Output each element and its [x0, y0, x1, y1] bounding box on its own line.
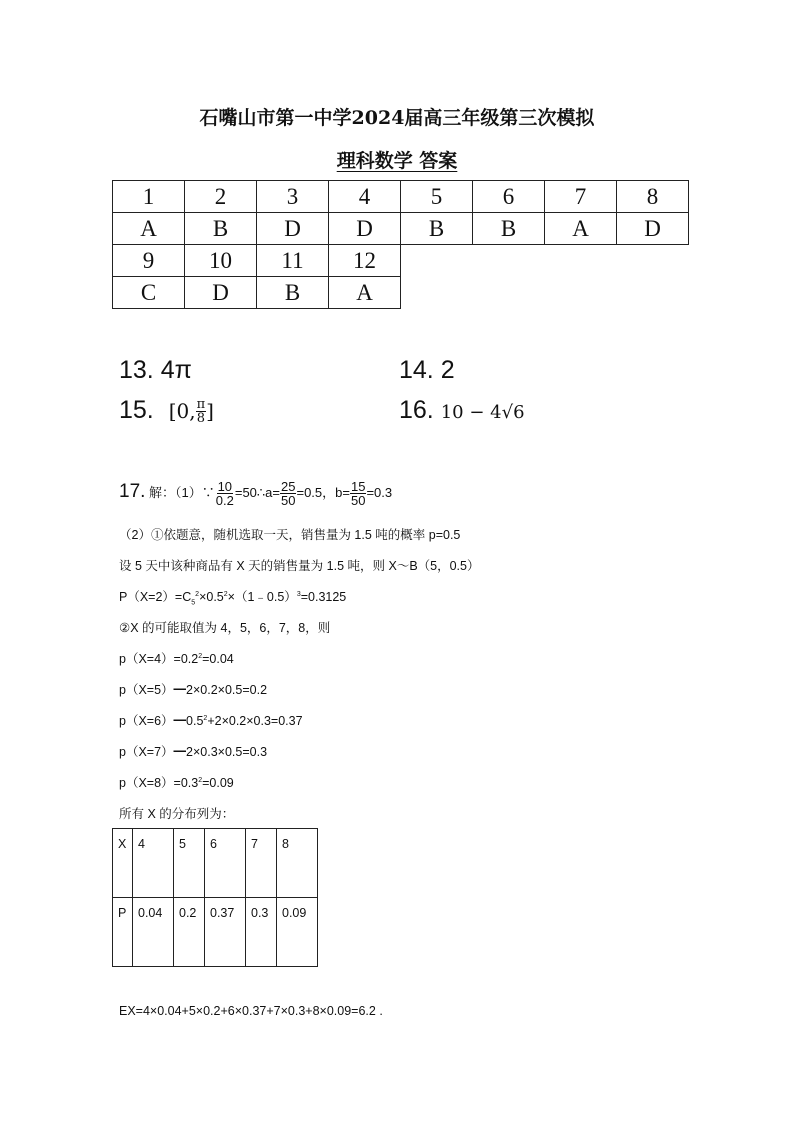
solution-line: 设 5 天中该种商品有 X 天的销售量为 1.5 吨，则 X～B（5，0.5）: [119, 559, 480, 573]
text-segment: =0.04: [202, 652, 234, 666]
text-segment: ×（1﹣0.5）: [227, 590, 297, 604]
superscript: 2: [198, 652, 203, 660]
empty-cell: [617, 245, 689, 277]
solution-line: [119, 587, 346, 607]
solution-line: p（X=7）━2×0.3×0.5=0.3: [119, 745, 268, 759]
answer-letter: C: [113, 277, 185, 309]
answer-15-fraction: [196, 398, 207, 425]
fraction-denominator: 0.2: [215, 493, 234, 508]
empty-cell: [545, 277, 617, 309]
q17-part1-end: =0.3: [366, 484, 393, 500]
question-number: 6: [473, 181, 545, 213]
answer-15: [119, 396, 214, 425]
empty-cell: [401, 277, 473, 309]
question-number: 12: [329, 245, 401, 277]
answer-15-label: 15.: [119, 396, 154, 424]
answer-number-row: [113, 181, 689, 213]
answer-letter: B: [185, 213, 257, 245]
answer-letter: D: [617, 213, 689, 245]
text-segment: p（X=6）━0.5: [119, 714, 204, 728]
solution-line: （2）①依题意，随机选取一天，销售量为 1.5 吨的概率 p=0.5: [119, 528, 461, 542]
table-cell: 6: [205, 829, 246, 898]
distribution-x-row: [113, 829, 318, 898]
table-cell: 5: [174, 829, 205, 898]
answer-letter: D: [257, 213, 329, 245]
answer-number-row: [113, 245, 689, 277]
superscript: 2: [195, 590, 200, 598]
q17-part1: [119, 480, 392, 507]
choice-answer-table: [112, 180, 689, 309]
answer-13: 13. 4π: [119, 356, 192, 384]
empty-cell: [617, 277, 689, 309]
answer-letter: B: [401, 213, 473, 245]
fraction-numerator: π: [196, 396, 206, 412]
table-cell: 7: [246, 829, 277, 898]
question-number: 9: [113, 245, 185, 277]
q17-part1-mid2: =0.5，b=: [296, 484, 350, 500]
text-segment: ×0.5: [199, 590, 224, 604]
fraction-3: [350, 480, 366, 507]
fraction-numerator: 15: [350, 479, 366, 494]
question-number: 3: [257, 181, 329, 213]
table-cell: 0.2: [174, 898, 205, 967]
question-number: 11: [257, 245, 329, 277]
table-cell: 0.09: [277, 898, 318, 967]
solution-line: 所有 X 的分布列为：: [119, 807, 235, 821]
question-number: 7: [545, 181, 617, 213]
empty-cell: [545, 245, 617, 277]
document-subtitle: [0, 146, 794, 173]
expectation-line: EX=4×0.04+5×0.2+6×0.37+7×0.3+8×0.09=6.2 .: [119, 1004, 383, 1018]
superscript: 2: [198, 776, 203, 784]
answer-16: [399, 396, 525, 425]
answer-letter: A: [545, 213, 617, 245]
answer-letter-row: [113, 277, 689, 309]
solution-line: p（X=5）━2×0.2×0.5=0.2: [119, 683, 268, 697]
answer-15-right: ]: [206, 399, 214, 423]
question-number: 8: [617, 181, 689, 213]
q17-part1-mid: =50∴a=: [234, 484, 281, 500]
answer-14: 14. 2: [399, 356, 455, 384]
answer-letter: A: [329, 277, 401, 309]
text-segment: +2×0.2×0.3=0.37: [207, 714, 303, 728]
q17-label: 17.: [119, 480, 146, 502]
answer-letter-row: [113, 213, 689, 245]
subtitle-text: 理科数学 答案: [336, 150, 458, 172]
superscript: 2: [203, 714, 208, 722]
fraction-2: [280, 480, 296, 507]
question-number: 5: [401, 181, 473, 213]
question-number: 2: [185, 181, 257, 213]
answer-letter: B: [257, 277, 329, 309]
superscript: 2: [223, 590, 228, 598]
fraction-numerator: 10: [217, 479, 233, 494]
question-number: 1: [113, 181, 185, 213]
empty-cell: [473, 277, 545, 309]
table-cell: 0.37: [205, 898, 246, 967]
answer-letter: B: [473, 213, 545, 245]
fraction-denominator: 8: [196, 410, 206, 426]
answer-letter: A: [113, 213, 185, 245]
question-number: 4: [329, 181, 401, 213]
table-cell: 8: [277, 829, 318, 898]
q17-part1-prefix: 解：（1）∵: [149, 484, 215, 500]
table-cell: 0.3: [246, 898, 277, 967]
solution-line: [119, 649, 234, 667]
table-cell: P: [113, 898, 133, 967]
fraction-1: [215, 480, 235, 507]
table-cell: X: [113, 829, 133, 898]
table-cell: 4: [133, 829, 174, 898]
solution-line: [119, 773, 234, 791]
table-cell: 0.04: [133, 898, 174, 967]
answer-16-expr: 10 − 4√6: [440, 402, 525, 423]
fraction-numerator: 25: [281, 479, 296, 494]
document-title: 石嘴山市第一中学2024届高三年级第三次模拟: [199, 107, 595, 129]
superscript: 3: [296, 590, 301, 598]
text-segment: =0.3125: [300, 590, 347, 604]
solution-line: ②X 的可能取值为 4，5，6，7，8，则: [119, 621, 331, 635]
distribution-table: [112, 828, 318, 967]
text-segment: P（X=2）=C: [119, 590, 192, 604]
text-segment: p（X=8）=0.3: [119, 776, 199, 790]
answer-letter: D: [185, 277, 257, 309]
distribution-p-row: [113, 898, 318, 967]
fraction-denominator: 50: [281, 493, 296, 508]
empty-cell: [401, 245, 473, 277]
text-segment: =0.09: [202, 776, 234, 790]
text-segment: p（X=4）=0.2: [119, 652, 199, 666]
empty-cell: [473, 245, 545, 277]
answer-15-left: [0,: [168, 399, 196, 423]
solution-line: [119, 711, 303, 729]
question-number: 10: [185, 245, 257, 277]
answer-16-label: 16.: [399, 396, 434, 424]
subscript: 5: [191, 599, 196, 607]
fraction-denominator: 50: [350, 493, 366, 508]
answer-letter: D: [329, 213, 401, 245]
